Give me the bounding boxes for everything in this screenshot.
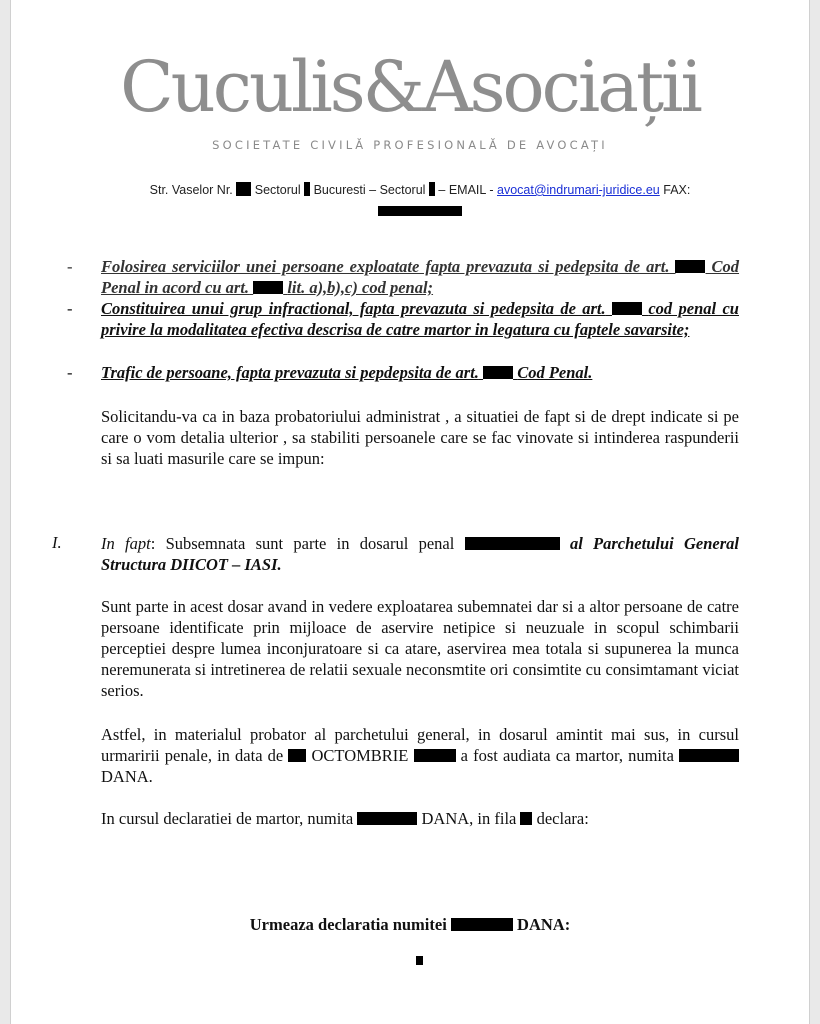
section-number: I.	[52, 533, 62, 552]
declaration-text: In cursul declaratiei de martor, numita	[101, 809, 354, 828]
firm-logo: Cuculis&Asociații	[120, 46, 700, 128]
redaction-bar	[414, 749, 456, 762]
heading-name: DANA:	[517, 915, 571, 934]
charge-text: cod penal cu privire la modalitatea efectiva descrisa de catre martor in legatura cu faptele savarsite;	[101, 299, 739, 339]
facts-paragraph	[101, 533, 739, 575]
charge-item	[67, 256, 739, 298]
redaction-bar	[253, 281, 283, 294]
redaction-bar	[483, 366, 513, 379]
evidence-month: OCTOMBRIE	[311, 746, 409, 765]
redaction-mark	[416, 956, 423, 965]
redaction-bar	[304, 182, 310, 196]
redaction-bar	[679, 749, 739, 762]
charge-text: Trafic de persoane, fapta prevazuta si pepdepsita de art.	[101, 363, 479, 382]
letterhead-address	[120, 180, 720, 220]
evidence-paragraph	[101, 724, 739, 787]
declaration-text: declara:	[536, 809, 589, 828]
facts-text: : Subsemnata sunt parte in dosarul penal	[150, 534, 455, 553]
evidence-text: Astfel, in materialul probator al parchetului general, in dosarul amintit mai sus, in cursul urmaririi penale, in data de	[101, 725, 739, 765]
bullet-dash: -	[67, 257, 73, 276]
redaction-bar	[288, 749, 306, 762]
address-sector: Sectorul	[254, 183, 301, 197]
redaction-bar	[675, 260, 705, 273]
fax-label: FAX:	[663, 183, 691, 197]
declaration-heading	[0, 915, 820, 935]
charge-text: lit. a),b),c) cod penal;	[287, 278, 434, 297]
address-city: Bucuresti – Sectorul	[313, 183, 426, 197]
redaction-bar	[429, 182, 435, 196]
email-link[interactable]: avocat@indrumari-juridice.eu	[497, 183, 660, 197]
bullet-dash: -	[67, 299, 73, 318]
charge-item	[67, 298, 739, 340]
declaration-name: DANA, in fila	[421, 809, 517, 828]
evidence-name: DANA.	[101, 767, 153, 786]
redaction-bar	[520, 812, 532, 825]
bullet-dash: -	[67, 363, 73, 382]
redaction-bar	[465, 537, 560, 550]
address-email-label: – EMAIL -	[438, 183, 494, 197]
charge-text: Folosirea serviciilor unei persoane exploatate fapta prevazuta si pedepsita de art.	[101, 257, 670, 276]
heading-text: Urmeaza declaratia numitei	[249, 915, 447, 934]
charge-text: Cod Penal in acord cu art.	[101, 257, 740, 297]
charge-text: Constituirea unui grup infractional, fapta prevazuta si pedepsita de art.	[101, 299, 606, 318]
party-paragraph: Sunt parte in acest dosar avand in vedere exploatarea subemnatei dar si a altor persoane de catre persoane identificate prin mijloace de aservire netipice si neuzuale in scopul schimbarii perceptiei despre lumea inconjuratoare si ca atare, aservirea mea totala si supunerea la munca neremunerata si intretinerea de relatii sexuale neconsmtite ori consimtite cu consimtamant viciat serios.	[101, 597, 739, 700]
redaction-bar	[451, 918, 513, 931]
document-page	[10, 0, 810, 1024]
address-street: Str. Vaselor Nr.	[149, 183, 233, 197]
evidence-text: a fost audiata ca martor, numita	[460, 746, 674, 765]
charge-text: Cod Penal.	[517, 363, 593, 382]
redaction-bar	[378, 206, 462, 216]
page-border-right	[809, 0, 810, 1024]
section-lead: In fapt	[101, 534, 151, 553]
redaction-bar	[612, 302, 642, 315]
page-border-left	[10, 0, 11, 1024]
facts-authority: al Parchetului General Structura DIICOT – IASI.	[101, 534, 740, 574]
request-paragraph: Solicitandu-va ca in baza probatoriului administrat , a situatiei de fapt si de drept indicate si pe care o vom detalia ulterior , sa stabiliti persoanele care se fac vinovate si intinderea raspunderii si sa luati masurile care se impun:	[101, 407, 739, 468]
redaction-bar	[236, 182, 251, 196]
redaction-bar	[357, 812, 417, 825]
firm-subtitle: SOCIETATE CIVILĂ PROFESIONALĂ DE AVOCAȚI	[212, 138, 608, 152]
declaration-paragraph	[101, 808, 739, 829]
charge-item	[67, 362, 739, 383]
